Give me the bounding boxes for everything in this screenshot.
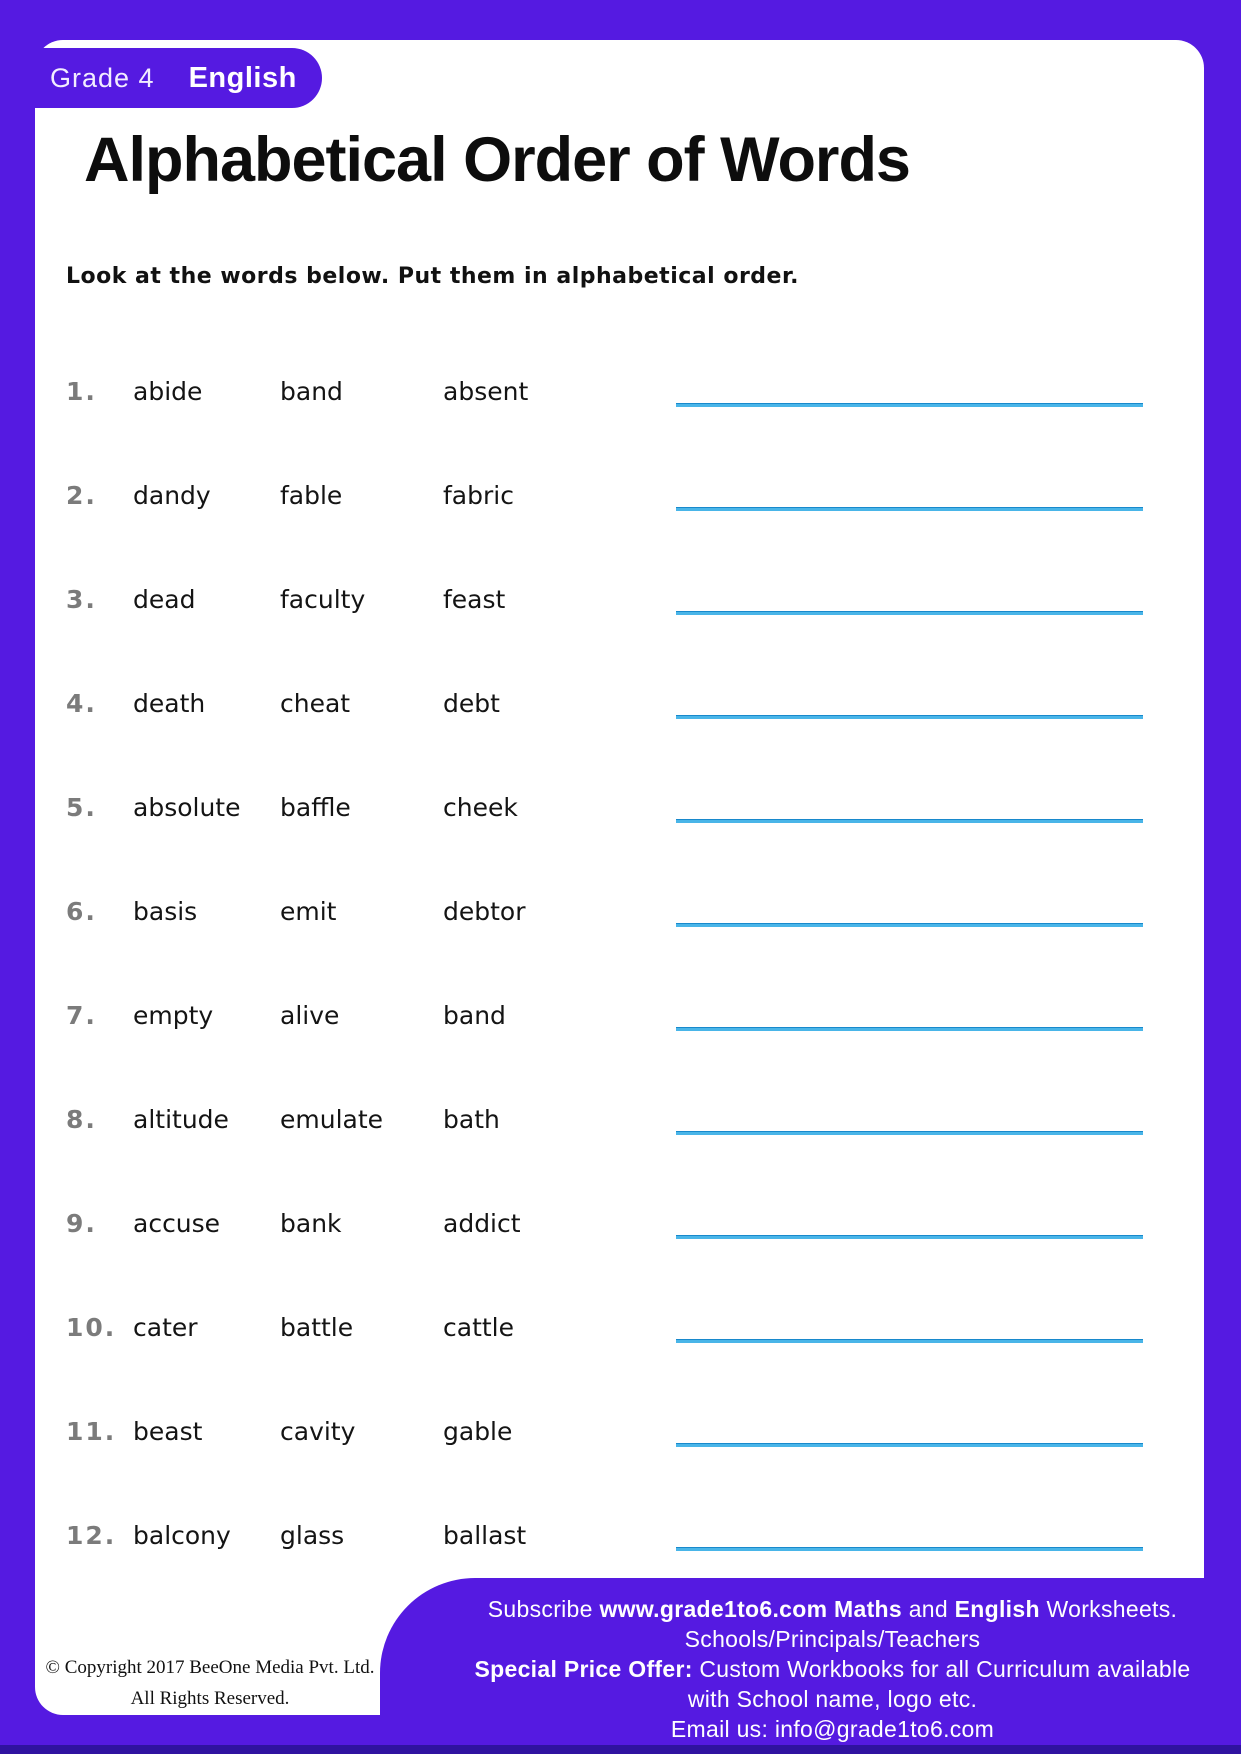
word-3: cattle xyxy=(443,1313,514,1342)
word-1: abide xyxy=(133,377,203,406)
word-1: beast xyxy=(133,1417,203,1446)
footer-site-link[interactable]: www.grade1to6.com Maths xyxy=(599,1596,902,1622)
footer-offer-line xyxy=(450,1654,1215,1684)
row-number: 4. xyxy=(66,689,97,718)
row-number: 1. xyxy=(66,377,97,406)
page-title: Alphabetical Order of Words xyxy=(84,125,910,195)
grade-label: Grade 4 xyxy=(50,62,155,93)
word-3: absent xyxy=(443,377,529,406)
word-2: bank xyxy=(280,1209,342,1238)
row-number: 12. xyxy=(66,1521,117,1550)
word-row xyxy=(66,793,1176,897)
word-2: baffle xyxy=(280,793,351,822)
word-row xyxy=(66,1313,1176,1417)
word-2: alive xyxy=(280,1001,340,1030)
answer-line[interactable] xyxy=(676,923,1143,927)
word-2: cheat xyxy=(280,689,351,718)
answer-line[interactable] xyxy=(676,819,1143,823)
answer-line[interactable] xyxy=(676,403,1143,407)
grade-subject-badge xyxy=(20,48,322,108)
word-3: gable xyxy=(443,1417,513,1446)
word-2: emit xyxy=(280,897,337,926)
row-number: 7. xyxy=(66,1001,97,1030)
answer-line[interactable] xyxy=(676,507,1143,511)
word-2: glass xyxy=(280,1521,345,1550)
footer-text: and xyxy=(902,1596,955,1622)
word-2: cavity xyxy=(280,1417,356,1446)
word-2: emulate xyxy=(280,1105,384,1134)
footer-text: Custom Workbooks for all Curriculum available xyxy=(692,1656,1191,1682)
word-list xyxy=(66,377,1176,1625)
copyright-line-2: All Rights Reserved. xyxy=(130,1688,290,1709)
row-number: 5. xyxy=(66,793,97,822)
word-1: balcony xyxy=(133,1521,231,1550)
word-row xyxy=(66,481,1176,585)
word-row xyxy=(66,1209,1176,1313)
answer-line[interactable] xyxy=(676,1339,1143,1343)
subscription-footer xyxy=(380,1578,1241,1754)
answer-line[interactable] xyxy=(676,1547,1143,1551)
copyright-notice xyxy=(45,1652,375,1714)
word-3: ballast xyxy=(443,1521,527,1550)
footer-text: Worksheets. xyxy=(1039,1596,1178,1622)
word-2: fable xyxy=(280,481,343,510)
word-3: feast xyxy=(443,585,506,614)
word-row xyxy=(66,1417,1176,1521)
footer-offer-label: Special Price Offer: xyxy=(474,1656,693,1682)
row-number: 11. xyxy=(66,1417,117,1446)
word-3: addict xyxy=(443,1209,521,1238)
footer-text: Subscribe xyxy=(487,1596,600,1622)
row-number: 6. xyxy=(66,897,97,926)
word-3: fabric xyxy=(443,481,514,510)
answer-line[interactable] xyxy=(676,715,1143,719)
answer-line[interactable] xyxy=(676,1443,1143,1447)
word-1: accuse xyxy=(133,1209,221,1238)
word-1: altitude xyxy=(133,1105,229,1134)
row-number: 3. xyxy=(66,585,97,614)
word-row xyxy=(66,377,1176,481)
word-1: cater xyxy=(133,1313,198,1342)
word-2: faculty xyxy=(280,585,366,614)
word-3: debt xyxy=(443,689,500,718)
bottom-accent-strip xyxy=(0,1745,1241,1754)
footer-customization-line: with School name, logo etc. xyxy=(687,1686,978,1712)
word-3: band xyxy=(443,1001,506,1030)
word-row xyxy=(66,1001,1176,1105)
row-number: 8. xyxy=(66,1105,97,1134)
answer-line[interactable] xyxy=(676,611,1143,615)
row-number: 10. xyxy=(66,1313,117,1342)
word-1: dandy xyxy=(133,481,211,510)
word-2: band xyxy=(280,377,343,406)
word-3: cheek xyxy=(443,793,518,822)
answer-line[interactable] xyxy=(676,1235,1143,1239)
footer-text: English xyxy=(954,1596,1040,1622)
instruction-text: Look at the words below. Put them in alphabetical order. xyxy=(66,264,800,289)
word-3: bath xyxy=(443,1105,500,1134)
answer-line[interactable] xyxy=(676,1131,1143,1135)
row-number: 9. xyxy=(66,1209,97,1238)
word-2: battle xyxy=(280,1313,354,1342)
word-row xyxy=(66,1105,1176,1209)
word-1: empty xyxy=(133,1001,214,1030)
word-row xyxy=(66,585,1176,689)
word-1: basis xyxy=(133,897,198,926)
word-1: absolute xyxy=(133,793,241,822)
footer-subscribe-line xyxy=(450,1594,1215,1624)
subject-label: English xyxy=(188,61,297,94)
word-row xyxy=(66,689,1176,793)
word-1: dead xyxy=(133,585,196,614)
answer-line[interactable] xyxy=(676,1027,1143,1031)
word-1: death xyxy=(133,689,206,718)
word-3: debtor xyxy=(443,897,526,926)
word-row xyxy=(66,897,1176,1001)
row-number: 2. xyxy=(66,481,97,510)
footer-audience-line: Schools/Principals/Teachers xyxy=(684,1626,981,1652)
footer-email-line[interactable]: Email us: info@grade1to6.com xyxy=(670,1716,995,1742)
copyright-line-1: © Copyright 2017 BeeOne Media Pvt. Ltd. xyxy=(45,1657,375,1678)
